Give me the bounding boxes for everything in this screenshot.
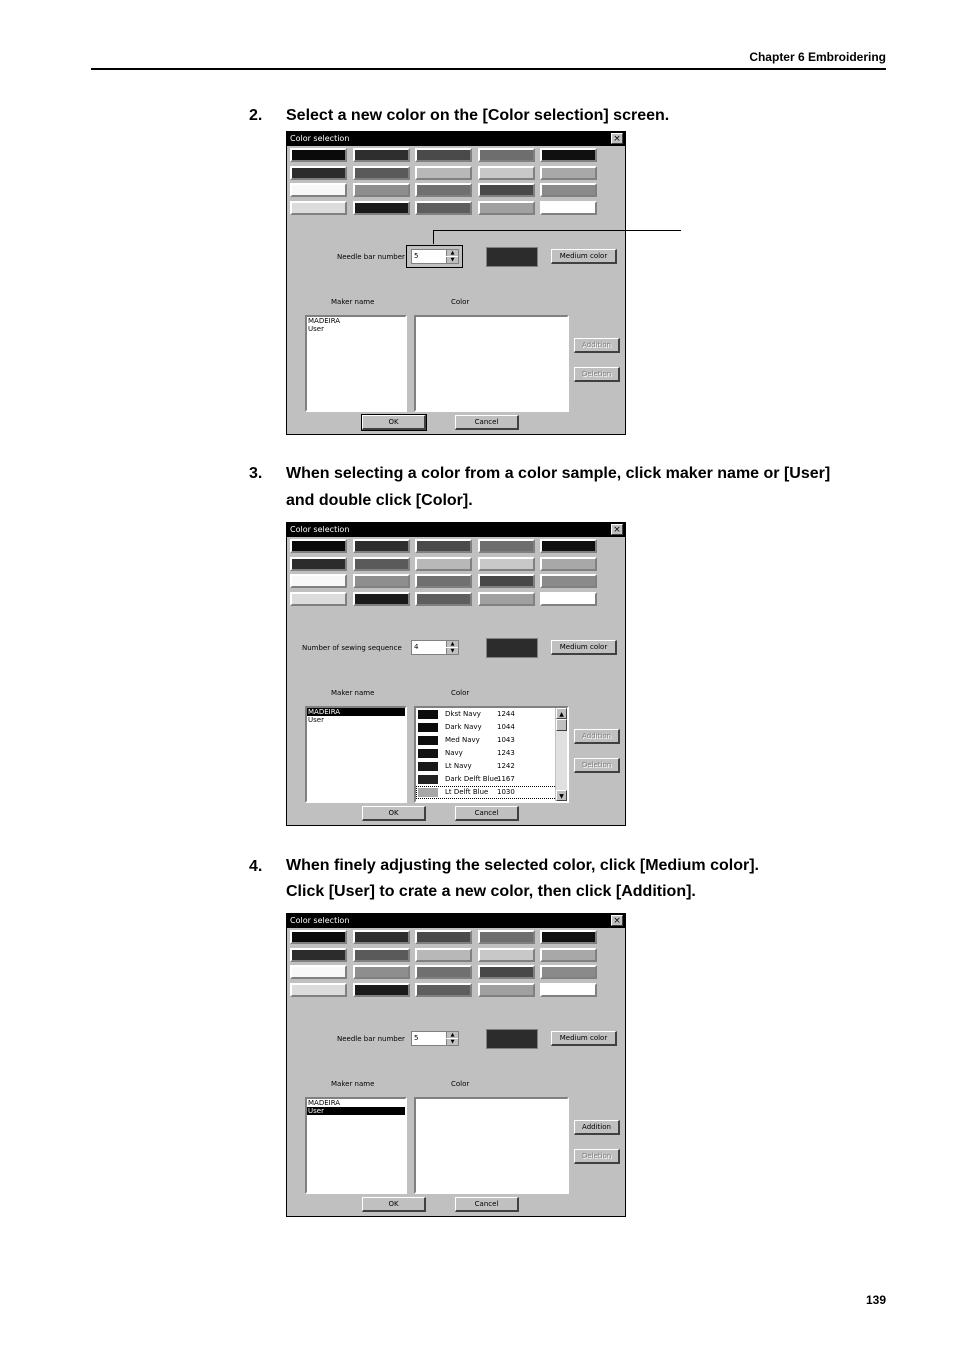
medium-color-button[interactable]: Medium color — [551, 249, 617, 264]
color-swatch[interactable] — [290, 201, 347, 215]
color-swatch[interactable] — [415, 574, 472, 588]
thread-color-code: 1243 — [497, 749, 515, 757]
step-number: 3. — [249, 465, 263, 482]
callout-line — [433, 230, 681, 231]
color-swatch[interactable] — [353, 592, 410, 606]
step-text-line: When finely adjusting the selected color, click [Medium color]. — [286, 857, 759, 874]
color-swatch[interactable] — [353, 557, 410, 571]
thread-color-name: Navy — [445, 749, 463, 757]
thread-color-code: 1242 — [497, 762, 515, 770]
color-swatch[interactable] — [540, 166, 597, 180]
maker-name-list[interactable] — [305, 706, 407, 803]
color-swatch[interactable] — [540, 539, 597, 553]
color-swatch[interactable] — [478, 148, 535, 162]
color-swatch[interactable] — [540, 930, 597, 944]
color-swatch[interactable] — [415, 930, 472, 944]
step-number: 2. — [249, 107, 263, 124]
color-list-scrollbar[interactable] — [555, 708, 567, 801]
color-selection-dialog — [286, 522, 626, 826]
ok-button[interactable]: OK — [362, 806, 426, 821]
color-list[interactable] — [414, 1097, 569, 1194]
step-number: 4. — [249, 858, 263, 875]
color-swatch[interactable] — [353, 983, 410, 997]
spin-up-icon[interactable]: ▲ — [446, 1032, 458, 1038]
step-text-line: Select a new color on the [Color selection] screen. — [286, 107, 670, 124]
color-swatch[interactable] — [478, 574, 535, 588]
color-swatch[interactable] — [415, 983, 472, 997]
color-swatch[interactable] — [478, 539, 535, 553]
color-list[interactable] — [414, 315, 569, 412]
color-swatch[interactable] — [290, 148, 347, 162]
thread-color-swatch — [418, 749, 438, 758]
color-list-item[interactable] — [416, 721, 567, 734]
color-swatch[interactable] — [540, 574, 597, 588]
page-number: 139 — [865, 1293, 886, 1307]
header-rule — [91, 68, 886, 70]
field-label: Needle bar number — [337, 253, 405, 261]
close-button[interactable]: × — [611, 915, 623, 926]
color-label: Color — [451, 689, 470, 697]
spin-down-icon[interactable]: ▼ — [446, 648, 458, 654]
color-swatch[interactable] — [540, 965, 597, 979]
color-selection-dialog — [286, 913, 626, 1217]
color-swatch[interactable] — [290, 574, 347, 588]
color-swatch[interactable] — [290, 557, 347, 571]
color-swatch[interactable] — [353, 948, 410, 962]
scroll-down-icon[interactable]: ▼ — [556, 790, 567, 801]
ok-button[interactable]: OK — [362, 1197, 426, 1212]
color-list-item[interactable] — [416, 747, 567, 760]
cancel-button[interactable]: Cancel — [455, 1197, 519, 1212]
color-swatch[interactable] — [415, 948, 472, 962]
deletion-button[interactable]: Deletion — [574, 367, 620, 382]
color-swatch[interactable] — [353, 183, 410, 197]
color-swatch[interactable] — [415, 148, 472, 162]
medium-color-button[interactable]: Medium color — [551, 640, 617, 655]
color-preview — [486, 247, 538, 267]
maker-name-label: Maker name — [331, 689, 375, 697]
thread-color-code: 1167 — [497, 775, 515, 783]
color-list-item[interactable] — [416, 734, 567, 747]
color-swatch[interactable] — [415, 183, 472, 197]
maker-name-label: Maker name — [331, 298, 375, 306]
callout-line — [433, 230, 434, 244]
dialog-title-text: Color selection — [290, 525, 350, 534]
color-label: Color — [451, 298, 470, 306]
color-swatch[interactable] — [290, 166, 347, 180]
color-swatch[interactable] — [478, 965, 535, 979]
maker-name-list[interactable] — [305, 315, 407, 412]
color-swatch[interactable] — [353, 201, 410, 215]
thread-color-name: Dark Delft Blue — [445, 775, 499, 783]
color-swatch[interactable] — [540, 183, 597, 197]
color-swatch[interactable] — [290, 948, 347, 962]
spin-down-icon[interactable]: ▼ — [446, 257, 458, 263]
chapter-title: Chapter 6 Embroidering — [749, 50, 886, 64]
color-swatch[interactable] — [353, 930, 410, 944]
thread-color-name: Dkst Navy — [445, 710, 481, 718]
step-text-line: Click [User] to crate a new color, then click [Addition]. — [286, 883, 696, 900]
color-swatch[interactable] — [290, 592, 347, 606]
thread-color-name: Med Navy — [445, 736, 480, 744]
color-preview — [486, 638, 538, 658]
color-label: Color — [451, 1080, 470, 1088]
cancel-button[interactable]: Cancel — [455, 415, 519, 430]
thread-color-name: Lt Navy — [445, 762, 472, 770]
needle-bar-stepper[interactable] — [411, 640, 459, 655]
step-text-line: and double click [Color]. — [286, 492, 473, 509]
list-item[interactable]: MADEIRA — [308, 317, 341, 325]
list-item[interactable]: MADEIRA — [307, 708, 405, 716]
color-swatch-grid — [290, 930, 602, 1000]
color-list-item[interactable] — [416, 773, 567, 786]
color-list-item[interactable] — [416, 760, 567, 773]
color-swatch[interactable] — [290, 539, 347, 553]
dialog-title-text: Color selection — [290, 916, 350, 925]
spin-up-icon[interactable]: ▲ — [446, 250, 458, 256]
scroll-up-icon[interactable]: ▲ — [556, 708, 567, 719]
color-selection-dialog — [286, 131, 626, 435]
thread-color-code: 1244 — [497, 710, 515, 718]
stepper-value: 5 — [414, 252, 419, 260]
color-swatch[interactable] — [540, 948, 597, 962]
color-swatch[interactable] — [478, 983, 535, 997]
cancel-button[interactable]: Cancel — [455, 806, 519, 821]
list-item[interactable]: User — [307, 1107, 405, 1115]
field-label: Number of sewing sequence — [302, 644, 402, 652]
color-swatch[interactable] — [353, 965, 410, 979]
color-swatch[interactable] — [353, 148, 410, 162]
medium-color-button[interactable]: Medium color — [551, 1031, 617, 1046]
spin-up-icon[interactable]: ▲ — [446, 641, 458, 647]
list-item[interactable]: User — [308, 716, 324, 724]
color-swatch[interactable] — [478, 592, 535, 606]
thread-color-code: 1043 — [497, 736, 515, 744]
deletion-button[interactable]: Deletion — [574, 758, 620, 773]
maker-name-label: Maker name — [331, 1080, 375, 1088]
thread-color-code: 1044 — [497, 723, 515, 731]
color-swatch[interactable] — [540, 983, 597, 997]
list-item[interactable]: User — [308, 325, 324, 333]
color-swatch[interactable] — [415, 592, 472, 606]
addition-button[interactable]: Addition — [574, 338, 620, 353]
thread-color-swatch — [418, 775, 438, 784]
color-swatch[interactable] — [540, 201, 597, 215]
thread-color-swatch — [418, 710, 438, 719]
color-swatch[interactable] — [290, 965, 347, 979]
color-swatch[interactable] — [415, 965, 472, 979]
color-swatch-grid — [290, 148, 602, 218]
step-text-line: When selecting a color from a color sample, click maker name or [User] — [286, 465, 831, 482]
stepper-value: 5 — [414, 1034, 419, 1042]
color-swatch[interactable] — [415, 166, 472, 180]
dialog-title — [287, 523, 625, 537]
highlight-box — [406, 245, 463, 268]
ok-button[interactable]: OK — [362, 415, 426, 430]
color-swatch[interactable] — [353, 539, 410, 553]
color-swatch[interactable] — [415, 557, 472, 571]
color-swatch[interactable] — [540, 557, 597, 571]
close-button[interactable]: × — [611, 133, 623, 144]
close-button[interactable]: × — [611, 524, 623, 535]
thread-color-name: Dark Navy — [445, 723, 482, 731]
color-swatch-grid — [290, 539, 602, 609]
color-swatch[interactable] — [478, 183, 535, 197]
spin-down-icon[interactable]: ▼ — [446, 1039, 458, 1045]
color-swatch[interactable] — [478, 201, 535, 215]
list-item[interactable]: MADEIRA — [308, 1099, 341, 1107]
scroll-thumb[interactable] — [556, 719, 567, 731]
color-swatch[interactable] — [478, 166, 535, 180]
dialog-title — [287, 914, 625, 928]
color-swatch[interactable] — [290, 183, 347, 197]
stepper-value: 4 — [414, 643, 419, 651]
deletion-button[interactable]: Deletion — [574, 1149, 620, 1164]
color-swatch[interactable] — [540, 148, 597, 162]
addition-button[interactable]: Addition — [574, 729, 620, 744]
color-list-item[interactable] — [416, 708, 567, 721]
color-swatch[interactable] — [478, 948, 535, 962]
color-list-item[interactable] — [416, 786, 567, 799]
needle-bar-stepper[interactable] — [411, 1031, 459, 1046]
color-swatch[interactable] — [415, 539, 472, 553]
thread-color-name: Lt Delft Blue — [445, 788, 489, 796]
color-swatch[interactable] — [290, 983, 347, 997]
thread-color-swatch — [418, 736, 438, 745]
maker-name-list[interactable] — [305, 1097, 407, 1194]
color-swatch[interactable] — [478, 557, 535, 571]
thread-color-swatch — [418, 723, 438, 732]
thread-color-swatch — [418, 762, 438, 771]
color-preview — [486, 1029, 538, 1049]
field-label: Needle bar number — [337, 1035, 405, 1043]
color-swatch[interactable] — [478, 930, 535, 944]
thread-color-code: 1030 — [497, 788, 515, 796]
color-swatch[interactable] — [540, 592, 597, 606]
addition-button[interactable]: Addition — [574, 1120, 620, 1135]
color-list[interactable] — [414, 706, 569, 803]
dialog-title-text: Color selection — [290, 134, 350, 143]
color-swatch[interactable] — [290, 930, 347, 944]
dialog-title — [287, 132, 625, 146]
thread-color-swatch — [418, 788, 438, 797]
color-swatch[interactable] — [415, 201, 472, 215]
color-swatch[interactable] — [353, 166, 410, 180]
color-swatch[interactable] — [353, 574, 410, 588]
